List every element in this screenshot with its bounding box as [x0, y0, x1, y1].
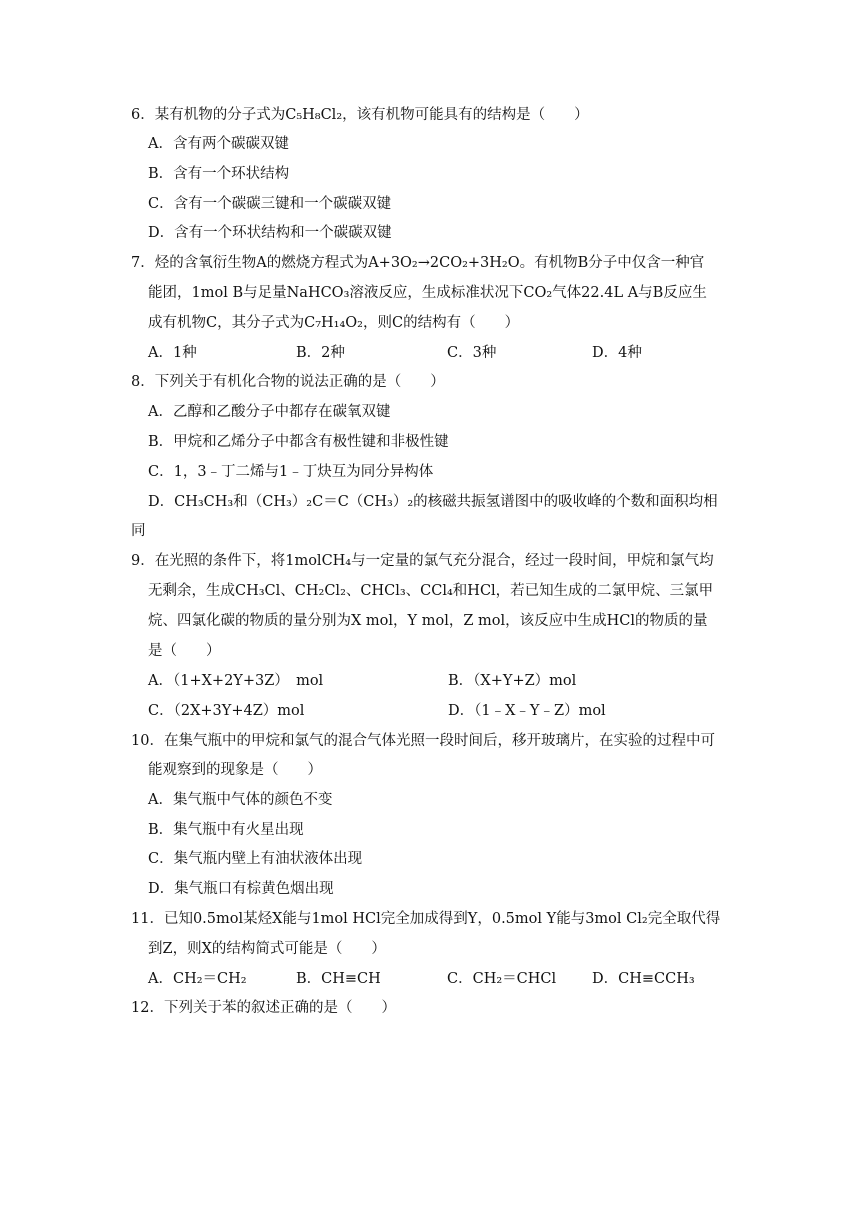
- question-11-option-c: C．CH₂＝CHCl: [447, 971, 557, 987]
- question-9-option-a: A．（1+X+2Y+3Z） mol: [148, 673, 324, 689]
- question-10-stem-line-1: 10．在集气瓶中的甲烷和氯气的混合气体光照一段时间后，移开玻璃片，在实验的过程中可: [131, 733, 715, 749]
- question-6-option-c: C．含有一个碳碳三键和一个碳碳双键: [148, 196, 392, 212]
- question-9-stem-line-3: 烷、四氯化碳的物质的量分别为X mol，Y mol，Z mol，该反应中生成HCl的物质的量: [148, 613, 708, 629]
- question-10-option-a: A．集气瓶中气体的颜色不变: [148, 792, 333, 808]
- question-7-option-d: D．4种: [592, 345, 642, 361]
- question-7-stem-line-1: 7．烃的含氧衍生物A的燃烧方程式为A+3O₂→2CO₂+3H₂O。有机物B分子中仅含一种官: [131, 255, 705, 271]
- question-11-stem-line-2: 到Z，则X的结构简式可能是（ ）: [148, 941, 386, 957]
- question-7-option-a: A．1种: [148, 345, 197, 361]
- question-6-option-a: A．含有两个碳碳双键: [148, 136, 289, 152]
- question-9-option-c: C．（2X+3Y+4Z）mol: [148, 703, 305, 719]
- question-11-option-d: D．CH≡CCH₃: [592, 971, 695, 987]
- question-9-stem-line-4: 是（ ）: [148, 643, 221, 659]
- question-8-option-a: A．乙醇和乙酸分子中都存在碳氧双键: [148, 404, 391, 420]
- question-7-stem-line-2: 能团，1mol B与足量NaHCO₃溶液反应，生成标准状况下CO₂气体22.4L A与B反应生: [148, 285, 707, 301]
- question-10-stem-line-2: 能观察到的现象是（ ）: [148, 762, 322, 778]
- question-7-options: [148, 343, 642, 363]
- question-9-options-row-1: [148, 671, 576, 691]
- question-9-stem-line-1: 9．在光照的条件下，将1molCH₄与一定量的氯气充分混合，经过一段时间，甲烷和氯气均: [131, 553, 714, 569]
- question-10-option-b: B．集气瓶中有火星出现: [148, 822, 304, 838]
- question-10-option-d: D．集气瓶口有棕黄色烟出现: [148, 881, 334, 897]
- question-8-option-d-wrap: 同: [131, 523, 146, 539]
- question-11-stem-line-1: 11．已知0.5mol某烃X能与1mol HCl完全加成得到Y，0.5mol Y能与3mol Cl₂完全取代得: [131, 911, 721, 927]
- question-6-stem: 6．某有机物的分子式为C₅H₈Cl₂，该有机物可能具有的结构是（ ）: [131, 107, 589, 123]
- question-6-option-d: D．含有一个环状结构和一个碳碳双键: [148, 225, 392, 241]
- question-11-options: [148, 969, 695, 989]
- question-9-stem-line-2: 无剩余，生成CH₃Cl、CH₂Cl₂、CHCl₃、CCl₄和HCl，若已知生成的二氯甲烷、三氯甲: [148, 583, 714, 599]
- question-7-option-c: C．3种: [447, 345, 497, 361]
- question-8-option-b: B．甲烷和乙烯分子中都含有极性键和非极性键: [148, 434, 449, 450]
- question-12-stem: 12．下列关于苯的叙述正确的是（ ）: [131, 1000, 396, 1016]
- question-9-option-d: D．（1﹣X﹣Y﹣Z）mol: [448, 703, 606, 719]
- question-7-option-b: B．2种: [296, 345, 345, 361]
- question-9-options-row-2: [148, 701, 606, 721]
- question-8-stem: 8．下列关于有机化合物的说法正确的是（ ）: [131, 374, 445, 390]
- question-8-option-c: C．1，3﹣丁二烯与1﹣丁炔互为同分异构体: [148, 464, 434, 480]
- question-10-option-c: C．集气瓶内壁上有油状液体出现: [148, 851, 363, 867]
- question-7-stem-line-3: 成有机物C，其分子式为C₇H₁₄O₂，则C的结构有（ ）: [148, 315, 520, 331]
- question-6-option-b: B．含有一个环状结构: [148, 166, 290, 182]
- question-11-option-b: B．CH≡CH: [296, 971, 381, 987]
- question-9-option-b: B．（X+Y+Z）mol: [448, 673, 577, 689]
- question-8-option-d: D．CH₃CH₃和（CH₃）₂C＝C（CH₃）₂的核磁共振氢谱图中的吸收峰的个数和面积均相: [148, 494, 718, 510]
- question-11-option-a: A．CH₂＝CH₂: [148, 971, 247, 987]
